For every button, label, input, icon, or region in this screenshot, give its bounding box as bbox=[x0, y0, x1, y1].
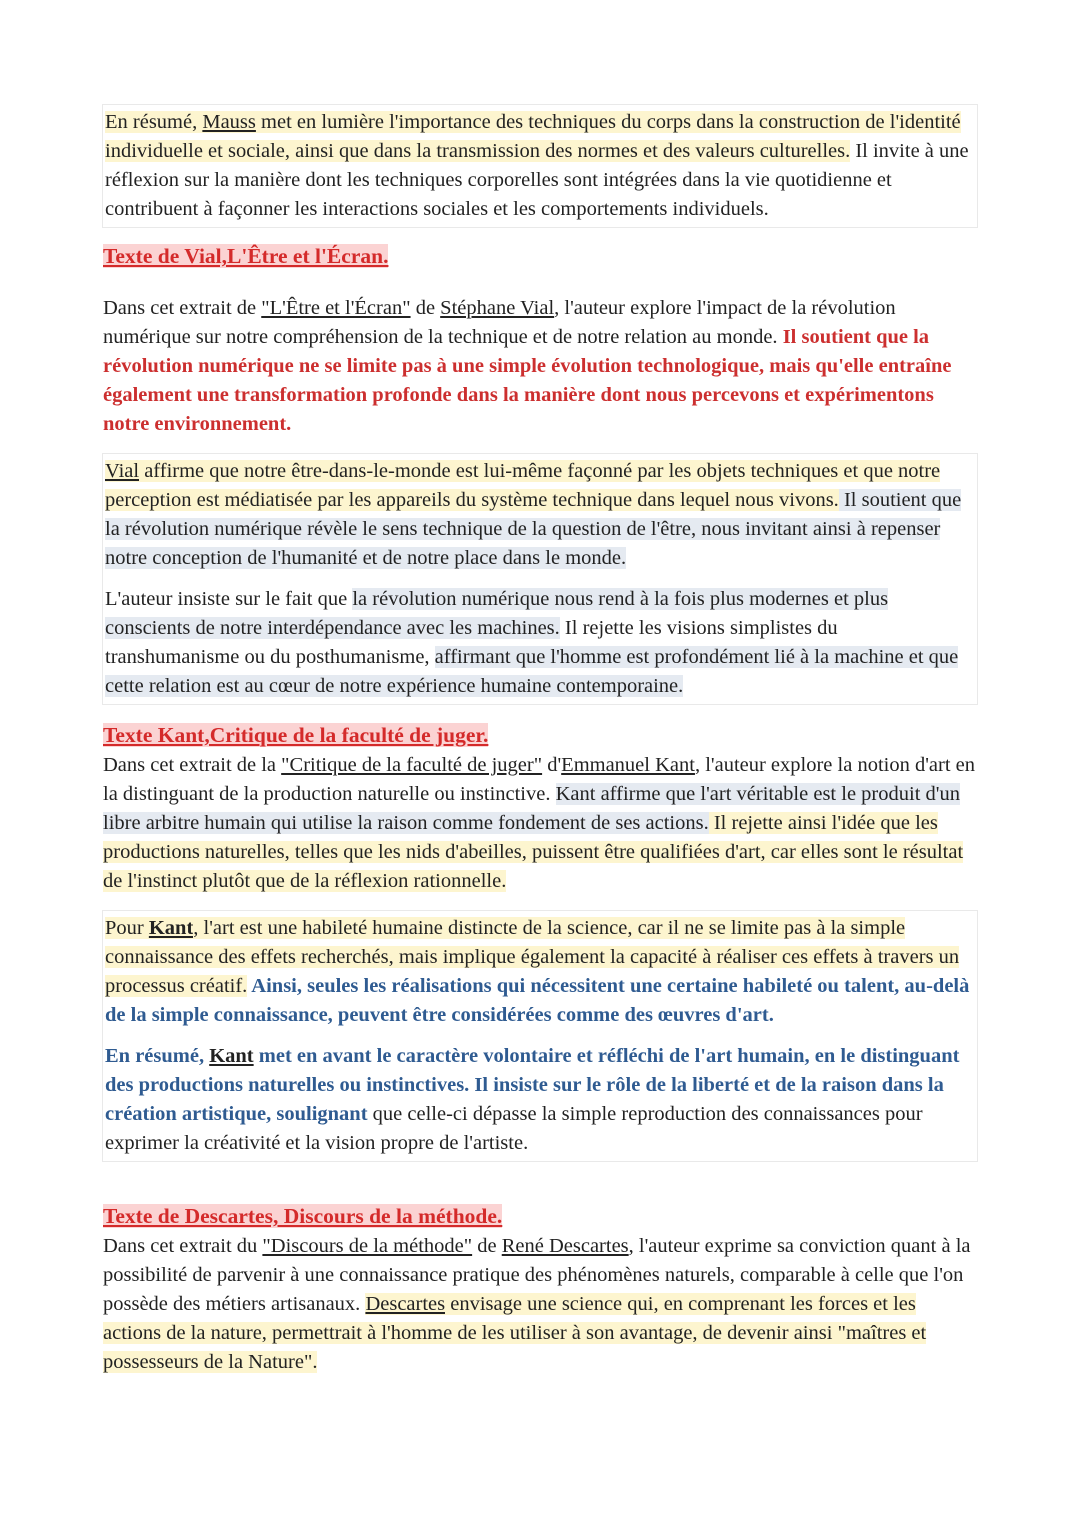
kant-p2-blue: Ainsi, seules les réalisations qui nécessitent une certaine habileté ou talent, au-delà de la simple connaissance, peuvent être considérées comme des œuvres d'art. bbox=[105, 975, 970, 1026]
kant-intro-blue: Kant affirme que l'art véritable est le produit d'un libre arbitre humain qui utilise la raison comme fondement de ses actions. bbox=[103, 783, 960, 834]
kant-intro-yellow: Il rejette ainsi l'idée que les productions naturelles, telles que les nids d'abeilles, puissent être qualifiées d'art, car elles sont le résultat de l'instinct plutôt que de la réflexion rationnelle. bbox=[103, 812, 964, 892]
kant-analysis-box bbox=[102, 910, 978, 1162]
kant-heading: Texte Kant,Critique de la faculté de juger. bbox=[103, 723, 489, 747]
vial-author-name: Stéphane Vial bbox=[440, 297, 555, 319]
kant-paragraph-2 bbox=[105, 914, 975, 1030]
descartes-author-ref: Descartes bbox=[365, 1293, 446, 1315]
kant-intro-s1: Dans cet extrait de la bbox=[103, 754, 282, 776]
descartes-intro-yellow: envisage une science qui, en comprenant les forces et les actions de la nature, permettrait à l'homme de les utiliser à son avantage, de devenir ainsi "maîtres et possesseurs de la Nature". bbox=[103, 1293, 927, 1373]
vial-paragraph-3 bbox=[105, 585, 975, 701]
vial-author-ref: Vial bbox=[105, 460, 140, 482]
mauss-summary-highlight: met en lumière l'importance des techniques du corps dans la construction de l'identité individuelle et sociale, ainsi que dans la transmission des normes et des valeurs culturelles. bbox=[105, 111, 961, 162]
kant-heading-wrap bbox=[103, 721, 978, 751]
mauss-author-link: Mauss bbox=[202, 111, 256, 133]
descartes-intro-s5: , l'auteur exprime sa conviction quant à la possibilité de parvenir à une connaissance pratique des phénomènes naturels, comparable à celle que l'on possède des métiers artisanaux. bbox=[103, 1235, 971, 1315]
kant-paragraph-3 bbox=[105, 1042, 975, 1158]
descartes-heading: Texte de Descartes, Discours de la méthode. bbox=[103, 1204, 503, 1228]
descartes-intro-s3: de bbox=[472, 1235, 502, 1257]
kant-author-name: Emmanuel Kant bbox=[561, 754, 695, 776]
vial-p3-blue2: affirmant que l'homme est profondément lié à la machine et que cette relation est au cœur de notre expérience humaine contemporaine. bbox=[105, 646, 959, 697]
mauss-summary-box bbox=[102, 104, 978, 228]
kant-author-ref: Kant bbox=[148, 917, 194, 939]
vial-paragraph-2 bbox=[105, 457, 975, 573]
kant-p3-s1: En résumé, bbox=[105, 1045, 210, 1067]
vial-p2-blue: Il soutient que la révolution numérique révèle le sens technique de la question de l'être, nous invitant ainsi à repenser notre conception de l'humanité et de notre place dans le monde. bbox=[105, 489, 962, 569]
vial-intro-s5: , l'auteur explore l'impact de la révolution numérique sur notre compréhension de la technique et de notre relation au monde. bbox=[103, 297, 896, 348]
kant-intro-s3: d' bbox=[542, 754, 562, 776]
vial-intro-s3: de bbox=[410, 297, 441, 319]
descartes-heading-wrap bbox=[103, 1202, 978, 1232]
kant-intro-paragraph bbox=[103, 751, 978, 896]
vial-intro-s1: Dans cet extrait de bbox=[103, 297, 262, 319]
kant-p3-rest: que celle-ci dépasse la simple reproduction des connaissances pour exprimer la créativité et la vision propre de l'artiste. bbox=[105, 1103, 923, 1154]
vial-heading: Texte de Vial,L'Être et l'Écran. bbox=[103, 244, 389, 268]
vial-intro-thesis: Il soutient que la révolution numérique ne se limite pas à une simple évolution technologique, mais qu'elle entraîne également une transformation profonde dans la manière dont nous percevons et expérimentons notre environnement. bbox=[103, 326, 952, 435]
mauss-summary-paragraph bbox=[105, 108, 975, 224]
vial-p3-s3: Il rejette les visions simplistes du transhumanisme ou du posthumanisme, bbox=[105, 617, 838, 668]
vial-p3-blue1: la révolution numérique nous rend à la fois plus modernes et plus conscients de notre interdépendance avec les machines. bbox=[105, 588, 889, 639]
kant-p2-s1: Pour bbox=[105, 917, 149, 939]
vial-p3-s1: L'auteur insiste sur le fait que bbox=[105, 588, 353, 610]
kant-p2-yellow: , l'art est une habileté humaine distincte de la science, car il ne se limite pas à la simple connaissance des effets recherchés, mais implique également la capacité à réaliser ces effets à travers un processus créatif. bbox=[105, 917, 960, 997]
mauss-summary-rest: Il invite à une réflexion sur la manière dont les techniques corporelles sont intégrées dans la vie quotidienne et contribuent à façonner les interactions sociales et les comportements individuels. bbox=[105, 140, 969, 220]
descartes-intro-paragraph bbox=[103, 1232, 978, 1377]
kant-book-title: "Critique de la faculté de juger" bbox=[281, 754, 543, 776]
descartes-author-name: René Descartes bbox=[501, 1235, 629, 1257]
mauss-summary-lead: En résumé, bbox=[105, 111, 203, 133]
document-page bbox=[103, 100, 978, 1377]
vial-heading-wrap bbox=[103, 242, 978, 272]
descartes-intro-s1: Dans cet extrait du bbox=[103, 1235, 263, 1257]
vial-book-title: "L'Être et l'Écran" bbox=[261, 297, 411, 319]
vial-p2-highlight: affirme que notre être-dans-le-monde est lui-même façonné par les objets techniques et que notre perception est médiatisée par les appareils du système technique dans lequel nous vivons. bbox=[105, 460, 941, 511]
kant-intro-s5: , l'auteur explore la notion d'art en la distinguant de la production naturelle ou instinctive. bbox=[103, 754, 976, 805]
kant-author-ref-2: Kant bbox=[209, 1045, 254, 1067]
kant-p3-blue: met en avant le caractère volontaire et réfléchi de l'art humain, en le distinguant des productions naturelles ou instinctives. Il insiste sur le rôle de la liberté et de la raison dans la création artistique, soulignant bbox=[105, 1045, 960, 1125]
descartes-book-title: "Discours de la méthode" bbox=[262, 1235, 473, 1257]
vial-intro-paragraph bbox=[103, 294, 978, 439]
vial-analysis-box bbox=[102, 453, 978, 705]
